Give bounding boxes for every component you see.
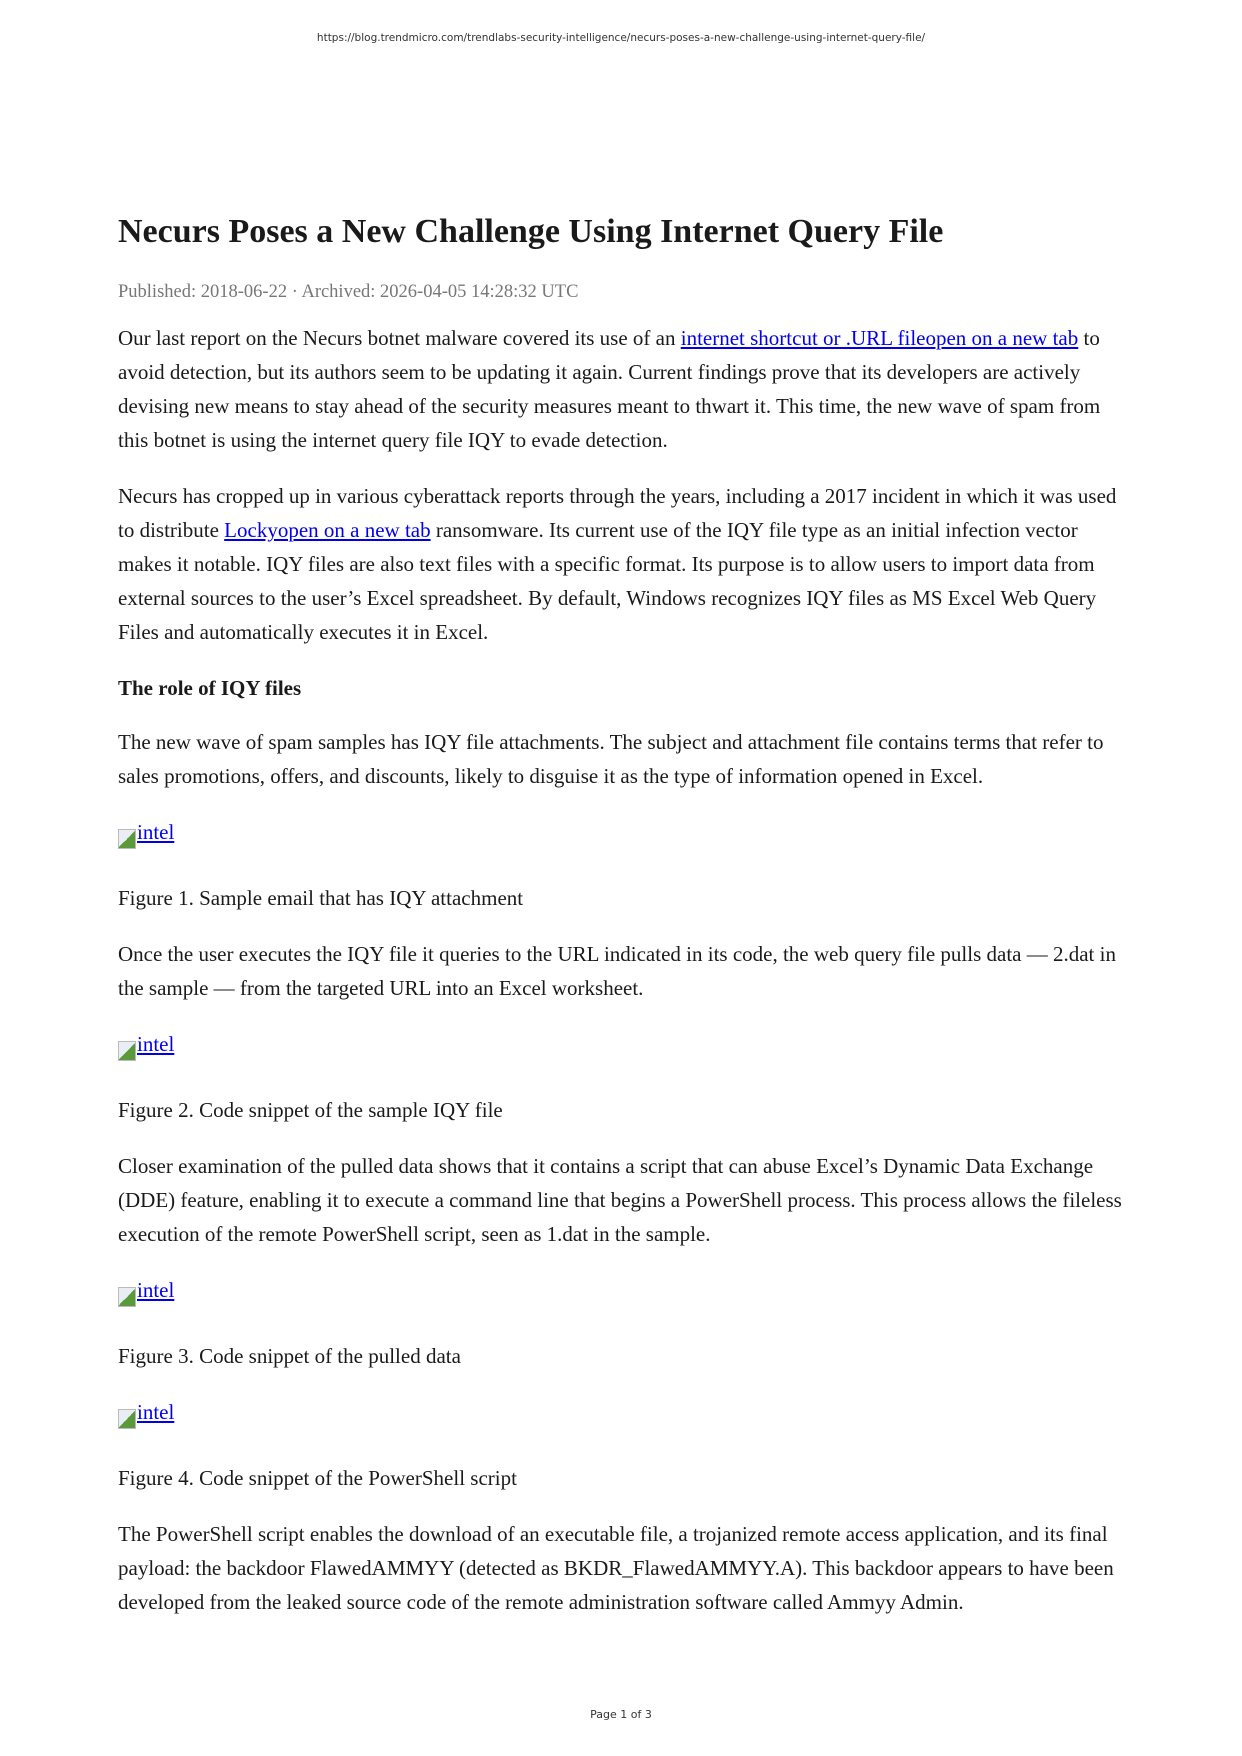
paragraph: Once the user executes the IQY file it queries to the URL indicated in its code, the web query file pulls data — 2.dat in the sample — from the targeted URL into an Excel worksheet. [118, 942, 1116, 1000]
image-alt: intel [137, 820, 175, 844]
source-url: https://blog.trendmicro.com/trendlabs-security-intelligence/necurs-poses-a-new-challenge-using-internet-query-file/ [316, 32, 926, 44]
broken-image-icon [118, 1409, 136, 1429]
figure-caption: Figure 1. Sample email that has IQY attachment [118, 886, 524, 910]
figure-4-image [118, 1395, 1128, 1439]
broken-image-icon [118, 1287, 136, 1307]
page-number: Page 1 of 3 [590, 1708, 652, 1721]
article-meta: Published: 2018-06-22 · Archived: 2026-04-05 14:28:32 UTC [118, 282, 579, 302]
figure-caption: Figure 4. Code snippet of the PowerShell script [118, 1466, 517, 1490]
text: ransomware. Its current use of the IQY file type as an initial infection vector makes it notable. IQY files are also text files with a specific format. Its purpose is to allow users to import data from external sources to the user’s Excel spreadsheet. By default, Windows recognizes IQY files as MS Excel Web Query Files and automatically executes it in Excel. [118, 518, 1097, 644]
broken-image-icon [118, 829, 136, 849]
text: Necurs has cropped up in various cyberattack reports through the years, including a 2017 incident in which it was used to distribute [118, 484, 1117, 542]
article [118, 208, 1128, 1641]
paragraph [118, 479, 1128, 649]
figure-caption: Figure 2. Code snippet of the sample IQY file [118, 1098, 503, 1122]
text: to avoid detection, but its authors seem to be updating it again. Current findings prove that its developers are actively devising new means to stay ahead of the security measures meant to thwart it. This time, the new wave of spam from this botnet is using the internet query file IQY to evade detection. [118, 326, 1101, 452]
text: Our last report on the Necurs botnet malware covered its use of an [118, 326, 681, 350]
paragraph: Closer examination of the pulled data shows that it contains a script that can abuse Excel’s Dynamic Data Exchange (DDE) feature, enabling it to execute a command line that begins a PowerShell process. This process allows the fileless execution of the remote PowerShell script, seen as 1.dat in the sample. [118, 1154, 1122, 1246]
image-alt: intel [137, 1032, 175, 1056]
image-alt: intel [137, 1278, 175, 1302]
article-title: Necurs Poses a New Challenge Using Internet Query File [118, 213, 944, 250]
figure-caption: Figure 3. Code snippet of the pulled data [118, 1344, 461, 1368]
url-file-link[interactable]: internet shortcut or .URL fileopen on a new tab [680, 326, 1079, 350]
image-alt: intel [137, 1400, 175, 1424]
image-link[interactable] [118, 1273, 174, 1307]
image-link[interactable] [118, 1027, 174, 1061]
figure-1-image [118, 815, 1128, 859]
figure-2-image [118, 1027, 1128, 1071]
paragraph [118, 321, 1128, 457]
locky-link[interactable]: Lockyopen on a new tab [224, 518, 431, 542]
image-link[interactable] [118, 815, 174, 849]
paragraph: The new wave of spam samples has IQY file attachments. The subject and attachment file contains terms that refer to sales promotions, offers, and discounts, likely to disguise it as the type of information opened in Excel. [118, 730, 1104, 788]
image-link[interactable] [118, 1395, 174, 1429]
figure-3-image [118, 1273, 1128, 1317]
section-heading: The role of IQY files [118, 676, 302, 700]
broken-image-icon [118, 1041, 136, 1061]
paragraph: The PowerShell script enables the download of an executable file, a trojanized remote access application, and its final payload: the backdoor FlawedAMMYY (detected as BKDR_FlawedAMMYY.A). This backdoor appears to have been developed from the leaked source code of the remote administration software called Ammyy Admin. [118, 1522, 1114, 1614]
